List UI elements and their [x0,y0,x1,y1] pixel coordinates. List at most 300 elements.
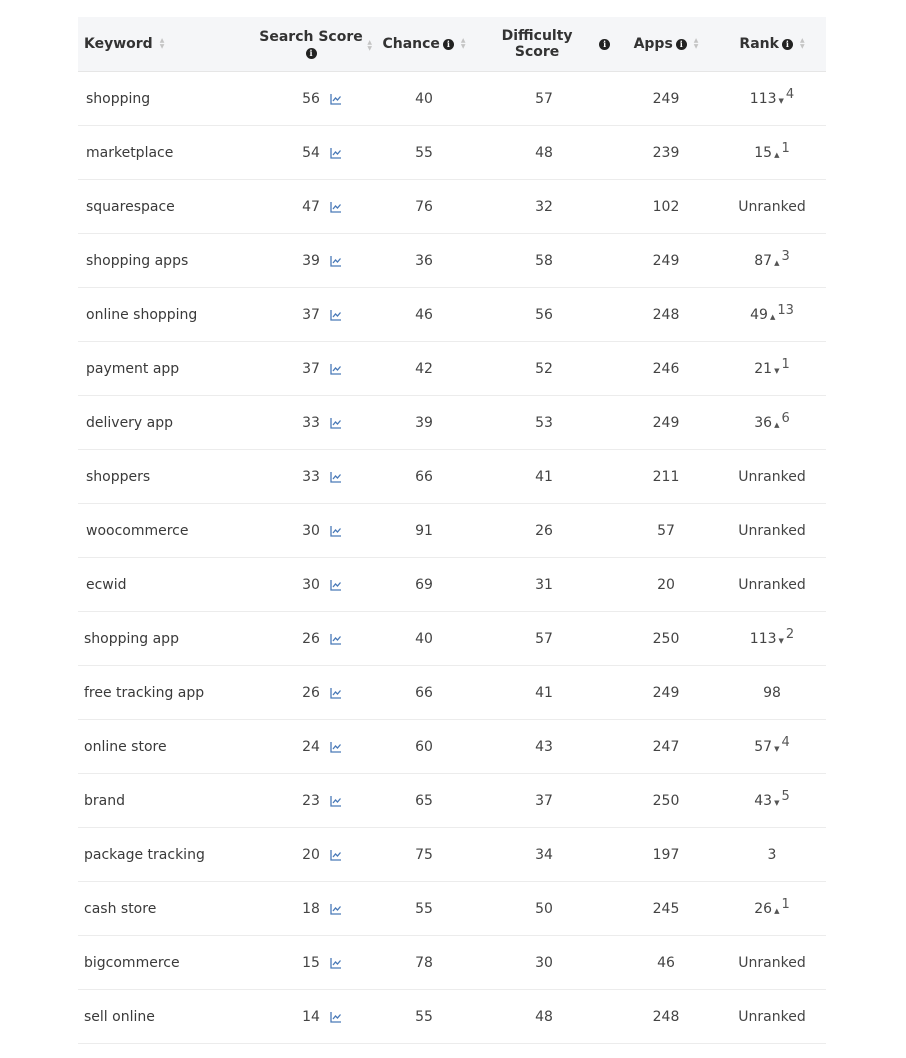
search-score-value: 30 [302,522,320,539]
apps-value: 248 [652,1008,680,1025]
apps-cell [614,990,718,1044]
rank-value-group [754,734,790,755]
rank-cell [718,126,826,180]
difficulty-cell [474,504,614,558]
keyword-text: shoppers [86,468,151,485]
search-score-cell [248,504,374,558]
keyword-cell [78,450,248,504]
search-score-cell [248,990,374,1044]
chance-cell [374,612,474,666]
rank-value: 36 [754,414,773,431]
apps-value: 249 [652,90,680,107]
difficulty-cell [474,234,614,288]
apps-cell [614,720,718,774]
chance-value: 39 [415,414,433,431]
difficulty-value: 57 [535,90,553,107]
table-row[interactable] [78,396,826,450]
search-score-value-group [280,91,342,107]
chance-cell [374,774,474,828]
keyword-cell [78,882,248,936]
apps-value: 250 [652,792,680,809]
keyword-text: delivery app [86,414,174,431]
chance-value: 75 [415,846,433,863]
difficulty-cell [474,450,614,504]
chance-value: 66 [415,684,433,701]
difficulty-cell [474,990,614,1044]
search-score-cell [248,180,374,234]
info-icon[interactable]: i [306,48,317,59]
column-header-chance[interactable] [374,17,474,72]
table-row[interactable] [78,882,826,936]
trend-chart-icon[interactable] [330,795,342,807]
column-label-apps: Apps [633,36,673,52]
keyword-cell [78,774,248,828]
search-score-value-group [280,361,342,377]
search-score-value: 23 [302,792,320,809]
sort-icon[interactable]: ▲ ▼ [460,37,466,50]
chance-cell [374,990,474,1044]
chance-value: 78 [415,954,433,971]
rank-value: 49 [750,306,768,323]
caret-up-icon: ▲ [774,420,780,429]
table-row[interactable] [78,450,826,504]
apps-value: 247 [652,738,680,755]
rank-value-group [738,1009,805,1025]
chance-value: 55 [415,144,433,161]
difficulty-value: 41 [535,468,553,485]
rank-value: Unranked [738,522,806,539]
difficulty-value: 57 [535,630,553,647]
rank-cell [718,936,826,990]
difficulty-cell [474,72,614,126]
search-score-cell [248,666,374,720]
search-score-cell [248,288,374,342]
info-icon[interactable]: i [782,39,793,50]
search-score-cell [248,72,374,126]
keyword-text: online shopping [86,306,198,323]
caret-up-icon: ▲ [774,258,780,267]
trend-chart-icon[interactable] [330,633,342,645]
apps-cell [614,342,718,396]
caret-down-icon: ▼ [774,744,780,753]
rank-value-group [754,896,790,917]
trend-chart-icon[interactable] [330,741,342,753]
rank-cell [718,504,826,558]
difficulty-cell [474,612,614,666]
search-score-value: 37 [302,306,320,323]
apps-value: 57 [657,522,675,539]
table-row[interactable] [78,774,826,828]
apps-value: 245 [652,900,680,917]
keyword-text: free tracking app [84,684,205,701]
rank-change: 13 [777,302,794,318]
search-score-cell [248,936,374,990]
keyword-table [78,17,826,1044]
rank-value-group [754,788,790,809]
rank-cell [718,450,826,504]
keyword-text: shopping [86,90,151,107]
rank-cell [718,666,826,720]
rank-value: 15 [754,144,773,161]
trend-chart-icon[interactable] [330,471,342,483]
trend-chart-icon[interactable] [330,849,342,861]
rank-value-group [749,86,795,107]
chance-cell [374,342,474,396]
rank-value: 57 [754,738,773,755]
table-row[interactable] [78,666,826,720]
difficulty-cell [474,882,614,936]
search-score-cell [248,558,374,612]
rank-cell [718,774,826,828]
apps-value: 239 [652,144,680,161]
search-score-value: 39 [302,252,320,269]
chance-value: 55 [415,900,433,917]
rank-cell [718,882,826,936]
apps-cell [614,180,718,234]
chance-cell [374,666,474,720]
rank-value: 113 [749,630,777,647]
search-score-value-group [280,1009,342,1025]
rank-cell [718,342,826,396]
trend-chart-icon[interactable] [330,201,342,213]
rank-cell [718,828,826,882]
trend-chart-icon[interactable] [330,687,342,699]
rank-change: 4 [785,86,795,102]
chance-cell [374,558,474,612]
search-score-value-group [280,955,342,971]
rank-cell [718,288,826,342]
rank-value: 26 [754,900,773,917]
search-score-cell [248,342,374,396]
table-row[interactable] [78,342,826,396]
apps-cell [614,612,718,666]
apps-value: 248 [652,306,680,323]
search-score-value-group [280,631,342,647]
table-row[interactable] [78,126,826,180]
apps-value: 246 [652,360,680,377]
rank-change: 2 [785,626,795,642]
info-icon[interactable]: i [443,39,454,50]
rank-value: 98 [763,684,781,701]
keyword-text: package tracking [84,846,205,863]
difficulty-value: 53 [535,414,553,431]
chance-value: 60 [415,738,433,755]
difficulty-value: 31 [535,576,553,593]
search-score-value-group [280,199,342,215]
apps-value: 197 [652,846,680,863]
keyword-text: online store [84,738,167,755]
keyword-cell [78,990,248,1044]
apps-cell [614,234,718,288]
apps-cell [614,882,718,936]
chance-cell [374,288,474,342]
sort-icon[interactable]: ▲ ▼ [693,37,699,50]
apps-cell [614,504,718,558]
rank-value-group [738,469,805,485]
search-score-value-group [280,577,342,593]
rank-value-group [750,302,794,323]
sort-icon[interactable]: ▲ ▼ [367,39,372,52]
chance-value: 36 [415,252,433,269]
rank-change: 6 [781,410,790,426]
search-score-value: 18 [302,900,320,917]
caret-down-icon: ▼ [774,366,780,375]
column-header-search-score[interactable] [248,17,374,72]
rank-value: Unranked [738,1008,806,1025]
column-label-difficulty: Difficulty Score [501,28,573,60]
rank-value-group [749,626,795,647]
search-score-value: 24 [302,738,320,755]
difficulty-value: 43 [535,738,553,755]
keyword-cell [78,288,248,342]
keyword-cell [78,396,248,450]
column-header-difficulty[interactable] [474,17,614,72]
keyword-text: payment app [86,360,180,377]
keyword-cell [78,126,248,180]
rank-change: 1 [781,896,790,912]
apps-value: 46 [657,954,675,971]
difficulty-cell [474,126,614,180]
rank-cell [718,612,826,666]
search-score-cell [248,774,374,828]
column-header-rank[interactable] [718,17,826,72]
rank-value: Unranked [738,954,806,971]
column-label-search-score: Search Score [259,29,363,45]
keyword-cell [78,234,248,288]
rank-value-group [754,356,790,377]
caret-down-icon: ▼ [774,798,780,807]
search-score-value-group [280,685,342,701]
apps-cell [614,288,718,342]
rank-value-group [738,523,805,539]
search-score-value-group [280,847,342,863]
trend-chart-icon[interactable] [330,525,342,537]
table-row[interactable] [78,990,826,1044]
keyword-cell [78,936,248,990]
column-header-apps[interactable] [614,17,718,72]
keyword-cell [78,666,248,720]
column-label-rank: Rank [739,36,779,52]
table-header [78,17,826,72]
rank-change: 3 [781,248,790,264]
rank-cell [718,990,826,1044]
trend-chart-icon[interactable] [330,147,342,159]
difficulty-value: 34 [535,846,553,863]
keyword-cell [78,558,248,612]
keyword-cell [78,72,248,126]
difficulty-value: 26 [535,522,553,539]
trend-chart-icon[interactable] [330,255,342,267]
table-row[interactable] [78,504,826,558]
trend-chart-icon[interactable] [330,363,342,375]
apps-cell [614,450,718,504]
search-score-cell [248,396,374,450]
rank-value: 21 [754,360,773,377]
keyword-text: woocommerce [86,522,189,539]
table-row[interactable] [78,936,826,990]
search-score-value-group [280,145,342,161]
rank-value-group [754,248,790,269]
search-score-cell [248,612,374,666]
apps-value: 249 [652,414,680,431]
search-score-value-group [280,307,342,323]
apps-value: 102 [652,198,680,215]
rank-cell [718,720,826,774]
apps-value: 20 [657,576,675,593]
apps-value: 249 [652,252,680,269]
column-label-chance: Chance [382,36,440,52]
difficulty-cell [474,288,614,342]
rank-value: Unranked [738,576,806,593]
difficulty-cell [474,558,614,612]
apps-cell [614,828,718,882]
search-score-cell [248,828,374,882]
apps-value: 250 [652,630,680,647]
trend-chart-icon[interactable] [330,417,342,429]
chance-cell [374,72,474,126]
difficulty-value: 48 [535,1008,553,1025]
chance-value: 76 [415,198,433,215]
chance-value: 55 [415,1008,433,1025]
search-score-cell [248,720,374,774]
difficulty-value: 50 [535,900,553,917]
keyword-text: squarespace [86,198,175,215]
chance-cell [374,936,474,990]
rank-cell [718,558,826,612]
rank-cell [718,72,826,126]
search-score-value: 15 [302,954,320,971]
info-icon[interactable]: i [676,39,687,50]
chance-value: 40 [415,630,433,647]
search-score-value-group [280,415,342,431]
difficulty-cell [474,666,614,720]
search-score-value: 30 [302,576,320,593]
difficulty-value: 56 [535,306,553,323]
search-score-value-group [280,523,342,539]
rank-cell [718,234,826,288]
search-score-cell [248,234,374,288]
chance-cell [374,180,474,234]
rank-value: 3 [767,846,777,863]
keyword-text: ecwid [86,576,127,593]
trend-chart-icon[interactable] [330,903,342,915]
keyword-text: sell online [84,1008,155,1025]
table-row[interactable] [78,72,826,126]
keyword-text: shopping app [84,630,179,647]
sort-icon[interactable]: ▲ ▼ [159,37,165,50]
search-score-value-group [280,253,342,269]
trend-chart-icon[interactable] [330,579,342,591]
table-body [78,72,826,1044]
difficulty-value: 52 [535,360,553,377]
apps-cell [614,396,718,450]
column-header-keyword[interactable] [78,17,248,72]
chance-value: 69 [415,576,433,593]
rank-value: 113 [749,90,777,107]
chance-value: 66 [415,468,433,485]
rank-change: 1 [781,356,790,372]
table-row[interactable] [78,612,826,666]
rank-value-group [754,410,790,431]
table-row[interactable] [78,558,826,612]
search-score-value: 14 [302,1008,320,1025]
apps-value: 211 [652,468,680,485]
search-score-value: 33 [302,414,320,431]
trend-chart-icon[interactable] [330,1011,342,1023]
caret-up-icon: ▲ [769,312,776,321]
difficulty-cell [474,828,614,882]
sort-icon[interactable]: ▲ ▼ [799,37,805,50]
keyword-cell [78,180,248,234]
table-row[interactable] [78,234,826,288]
apps-value: 249 [652,684,680,701]
keyword-text: cash store [84,900,157,917]
keyword-text: brand [84,792,125,809]
difficulty-cell [474,774,614,828]
search-score-value-group [280,739,342,755]
info-icon[interactable]: i [599,39,610,50]
rank-value: Unranked [738,198,806,215]
rank-value-group [754,140,790,161]
apps-cell [614,936,718,990]
rank-value: 43 [754,792,773,809]
apps-cell [614,126,718,180]
keyword-text: bigcommerce [84,954,180,971]
trend-chart-icon[interactable] [330,309,342,321]
rank-cell [718,180,826,234]
search-score-value: 26 [302,630,320,647]
table-row[interactable] [78,828,826,882]
search-score-cell [248,126,374,180]
table-row[interactable] [78,180,826,234]
difficulty-value: 37 [535,792,553,809]
search-score-value: 26 [302,684,320,701]
chance-value: 46 [415,306,433,323]
chance-value: 91 [415,522,433,539]
caret-down-icon: ▼ [778,636,784,645]
trend-chart-icon[interactable] [330,93,342,105]
search-score-cell [248,882,374,936]
keyword-cell [78,342,248,396]
search-score-value-group [280,793,342,809]
chance-cell [374,882,474,936]
rank-value-group [738,577,805,593]
search-score-value: 20 [302,846,320,863]
header-row [78,17,826,72]
rank-cell [718,396,826,450]
search-score-value-group [280,901,342,917]
rank-value: Unranked [738,468,806,485]
search-score-value-group [280,469,342,485]
trend-chart-icon[interactable] [330,957,342,969]
chance-cell [374,720,474,774]
chance-cell [374,828,474,882]
rank-value: 87 [754,252,773,269]
keyword-table-container [78,17,826,1044]
search-score-value: 56 [302,90,320,107]
caret-down-icon: ▼ [778,96,784,105]
rank-value-group [738,955,805,971]
keyword-cell [78,612,248,666]
rank-change: 1 [781,140,790,156]
search-score-value: 37 [302,360,320,377]
table-row[interactable] [78,720,826,774]
table-row[interactable] [78,288,826,342]
difficulty-cell [474,396,614,450]
keyword-cell [78,720,248,774]
rank-value-group [738,199,805,215]
difficulty-value: 48 [535,144,553,161]
